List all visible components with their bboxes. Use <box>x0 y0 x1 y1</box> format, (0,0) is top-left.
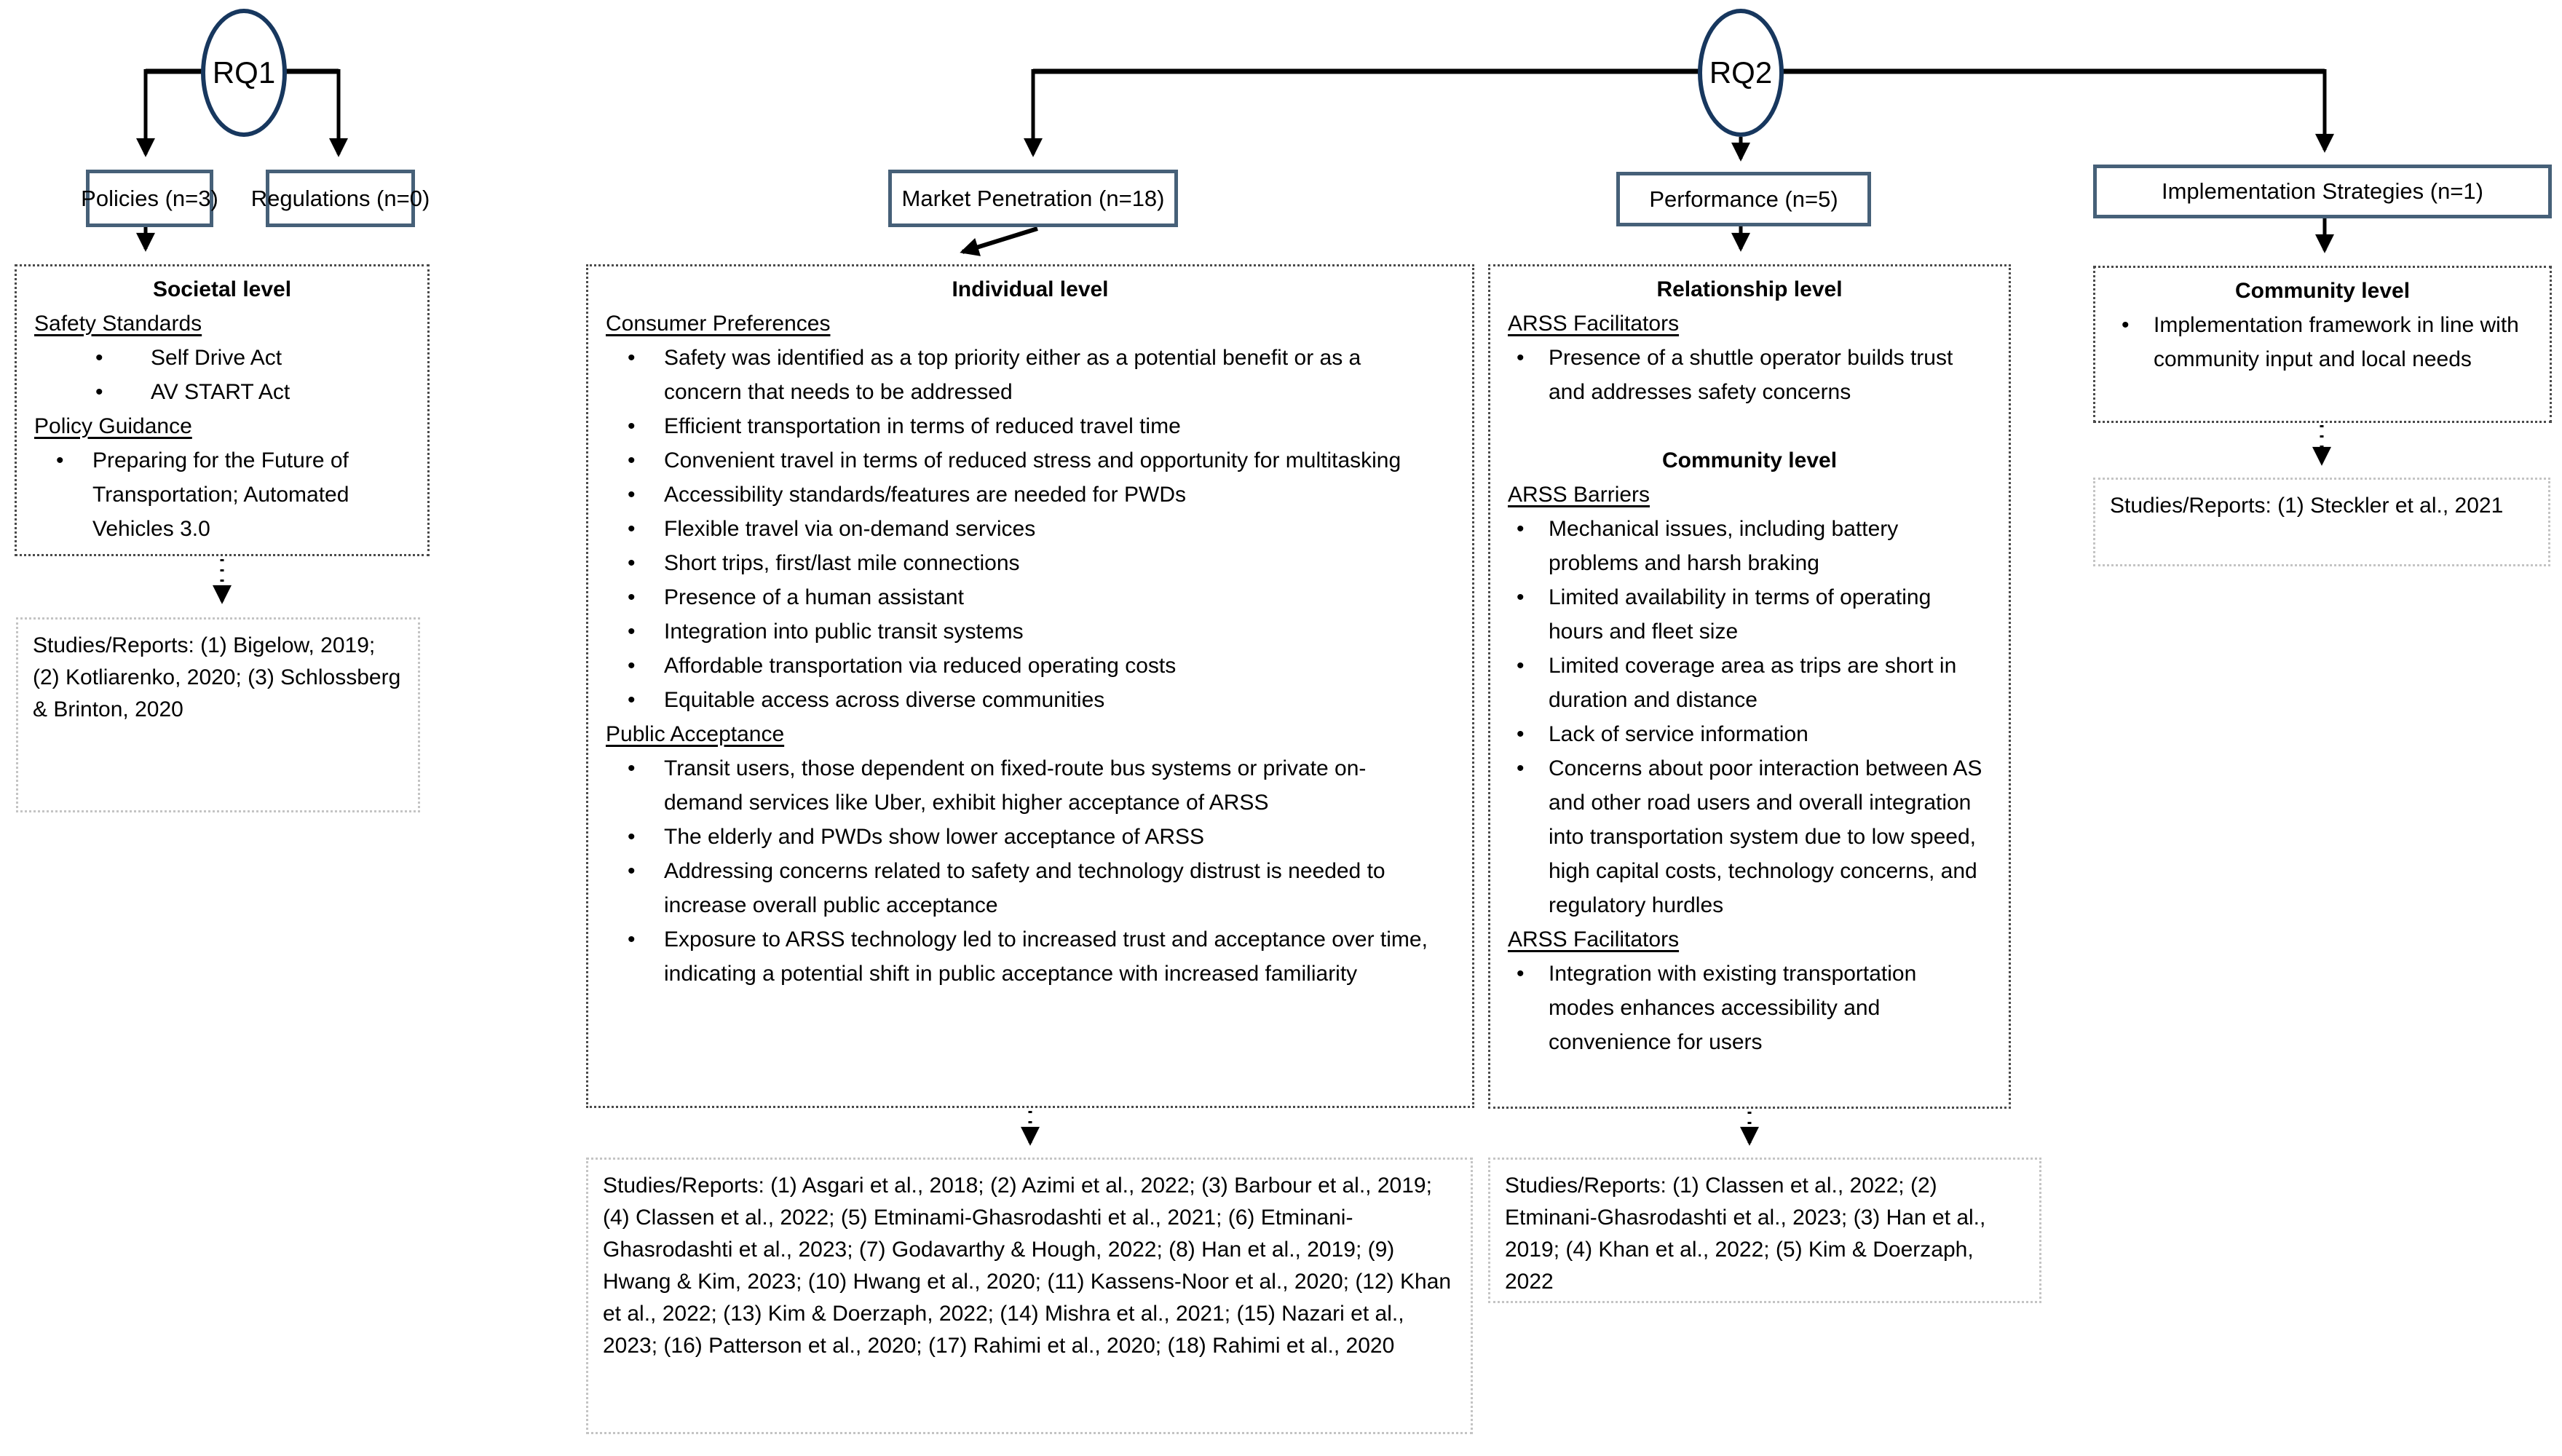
arss-facilitators-heading: ARSS Facilitators <box>1508 312 1680 336</box>
rq1-node <box>201 9 287 137</box>
societal-level-title: Societal level <box>152 277 292 301</box>
category-performance-label: Performance (n=5) <box>1649 186 1838 212</box>
bullet-item: • Lack of service information <box>1508 717 1991 751</box>
bullet-item: • Efficient transportation in terms of reduced travel time <box>606 409 1455 443</box>
bullet-item: • Convenient travel in terms of reduced stress and opportunity for multitasking <box>606 443 1455 478</box>
category-market-penetration <box>888 170 1178 227</box>
rq2-node <box>1698 9 1784 137</box>
bullet-item: • Limited availability in terms of operating hours and fleet size <box>1508 580 1991 649</box>
bullet-item: • Mechanical issues, including battery problems and harsh braking <box>1508 512 1991 580</box>
bullet-item: • Self Drive Act <box>34 341 410 375</box>
safety-standards-heading: Safety Standards <box>34 312 202 336</box>
policy-guidance-list <box>34 443 410 546</box>
bullet-item: • Accessibility standards/features are needed for PWDs <box>606 478 1455 512</box>
arss-facilitators2-heading: ARSS Facilitators <box>1508 927 1680 951</box>
societal-level-box <box>15 264 430 556</box>
bullet-item: • Concerns about poor interaction between AS and other road users and overall integration into transportation system due to low speed, high capital costs, technology concerns, and regulatory hurdles <box>1508 751 1991 922</box>
community-studies-box <box>2093 478 2550 566</box>
individual-studies-text: Studies/Reports: (1) Asgari et al., 2018; (2) Azimi et al., 2022; (3) Barbour et al., 2019; (4) Classen et al., 2022; (5) Etminami-Ghasrodashti et al., 2021; (6) Etminani-Ghasrodashti et al., 2023; (7) Godavarthy & Hough, 2022; (8) Han et al., 2019; (9) Hwang & Kim, 2023; (10) Hwang et al., 2020; (11) Kassens-Noor et al., 2020; (12) Khan et al., 2022; (13) Kim & Doerzaph, 2022; (14) Mishra et al., 2021; (15) Nazari et al., 2023; (16) Patterson et al., 2020; (17) Rahimi et al., 2020; (18) Rahimi et al., 2020 <box>603 1174 1452 1358</box>
category-regulations-label: Regulations (n=0) <box>250 185 430 211</box>
policy-guidance-heading: Policy Guidance <box>34 414 192 438</box>
consumer-preferences-heading: Consumer Preferences <box>606 312 831 336</box>
community-level-list <box>2113 308 2532 376</box>
category-implementation-strategies <box>2093 165 2552 218</box>
category-implementation-strategies-label: Implementation Strategies (n=1) <box>2162 178 2483 204</box>
individual-studies-box <box>586 1158 1473 1434</box>
relationship-studies-box <box>1488 1158 2041 1303</box>
safety-standards-list <box>34 341 410 409</box>
category-performance <box>1616 172 1871 226</box>
community-level-box <box>2093 266 2552 423</box>
bullet-item: • Safety was identified as a top priority either as a potential benefit or as a concern that needs to be addressed <box>606 341 1455 409</box>
individual-level-box <box>586 264 1474 1108</box>
bullet-item: • AV START Act <box>34 375 410 409</box>
consumer-preferences-list <box>606 341 1455 717</box>
bullet-item: • Integration with existing transportation modes enhances accessibility and convenience for users <box>1508 957 1991 1059</box>
public-acceptance-heading: Public Acceptance <box>606 722 785 746</box>
community-studies-text: Studies/Reports: (1) Steckler et al., 2021 <box>2110 494 2504 518</box>
bullet-item: • Flexible travel via on-demand services <box>606 512 1455 546</box>
arss-facilitators2-list <box>1508 957 1991 1059</box>
community-level-title: Community level <box>2234 279 2411 303</box>
individual-level-title: Individual level <box>952 277 1109 301</box>
bullet-item: • Implementation framework in line with community input and local needs <box>2113 308 2532 376</box>
bullet-item: • Addressing concerns related to safety and technology distrust is needed to increase overall public acceptance <box>606 854 1455 922</box>
bullet-item: • Short trips, first/last mile connections <box>606 546 1455 580</box>
bullet-item: • Preparing for the Future of Transportation; Automated Vehicles 3.0 <box>34 443 410 546</box>
category-policies <box>81 170 218 227</box>
category-market-penetration-label: Market Penetration (n=18) <box>901 185 1165 211</box>
bullet-item: • Presence of a human assistant <box>606 580 1455 614</box>
bullet-item: • Equitable access across diverse communities <box>606 683 1455 717</box>
arss-facilitators-list <box>1508 341 1991 409</box>
community-level-subtitle: Community level <box>1661 448 1838 472</box>
rq2-label: RQ2 <box>1709 55 1773 90</box>
public-acceptance-list <box>606 751 1455 991</box>
category-regulations <box>250 170 430 227</box>
bullet-item: • The elderly and PWDs show lower acceptance of ARSS <box>606 820 1455 854</box>
bullet-item: • Limited coverage area as trips are short in duration and distance <box>1508 649 1991 717</box>
arss-barriers-heading: ARSS Barriers <box>1508 483 1650 507</box>
relationship-level-title: Relationship level <box>1656 277 1843 301</box>
bullet-item: • Exposure to ARSS technology led to increased trust and acceptance over time, indicating a potential shift in public acceptance with increased familiarity <box>606 922 1455 991</box>
market-to-individual-arrow <box>962 229 1037 252</box>
arss-barriers-list <box>1508 512 1991 922</box>
bullet-item: • Integration into public transit systems <box>606 614 1455 649</box>
societal-studies-box <box>16 617 420 812</box>
societal-studies-text: Studies/Reports: (1) Bigelow, 2019; (2) Kotliarenko, 2020; (3) Schlossberg & Brinton, 2020 <box>33 633 401 721</box>
bullet-item: • Transit users, those dependent on fixed-route bus systems or private on-demand services like Uber, exhibit higher acceptance of ARSS <box>606 751 1455 820</box>
category-policies-label: Policies (n=3) <box>81 185 218 211</box>
relationship-level-box <box>1488 264 2011 1109</box>
relationship-studies-text: Studies/Reports: (1) Classen et al., 2022; (2) Etminani-Ghasrodashti et al., 2023; (3) Han et al., 2019; (4) Khan et al., 2022; (5) Kim & Doerzaph, 2022 <box>1505 1174 1986 1294</box>
rq1-label: RQ1 <box>212 55 276 90</box>
bullet-item: • Affordable transportation via reduced operating costs <box>606 649 1455 683</box>
bullet-item: • Presence of a shuttle operator builds trust and addresses safety concerns <box>1508 341 1991 409</box>
